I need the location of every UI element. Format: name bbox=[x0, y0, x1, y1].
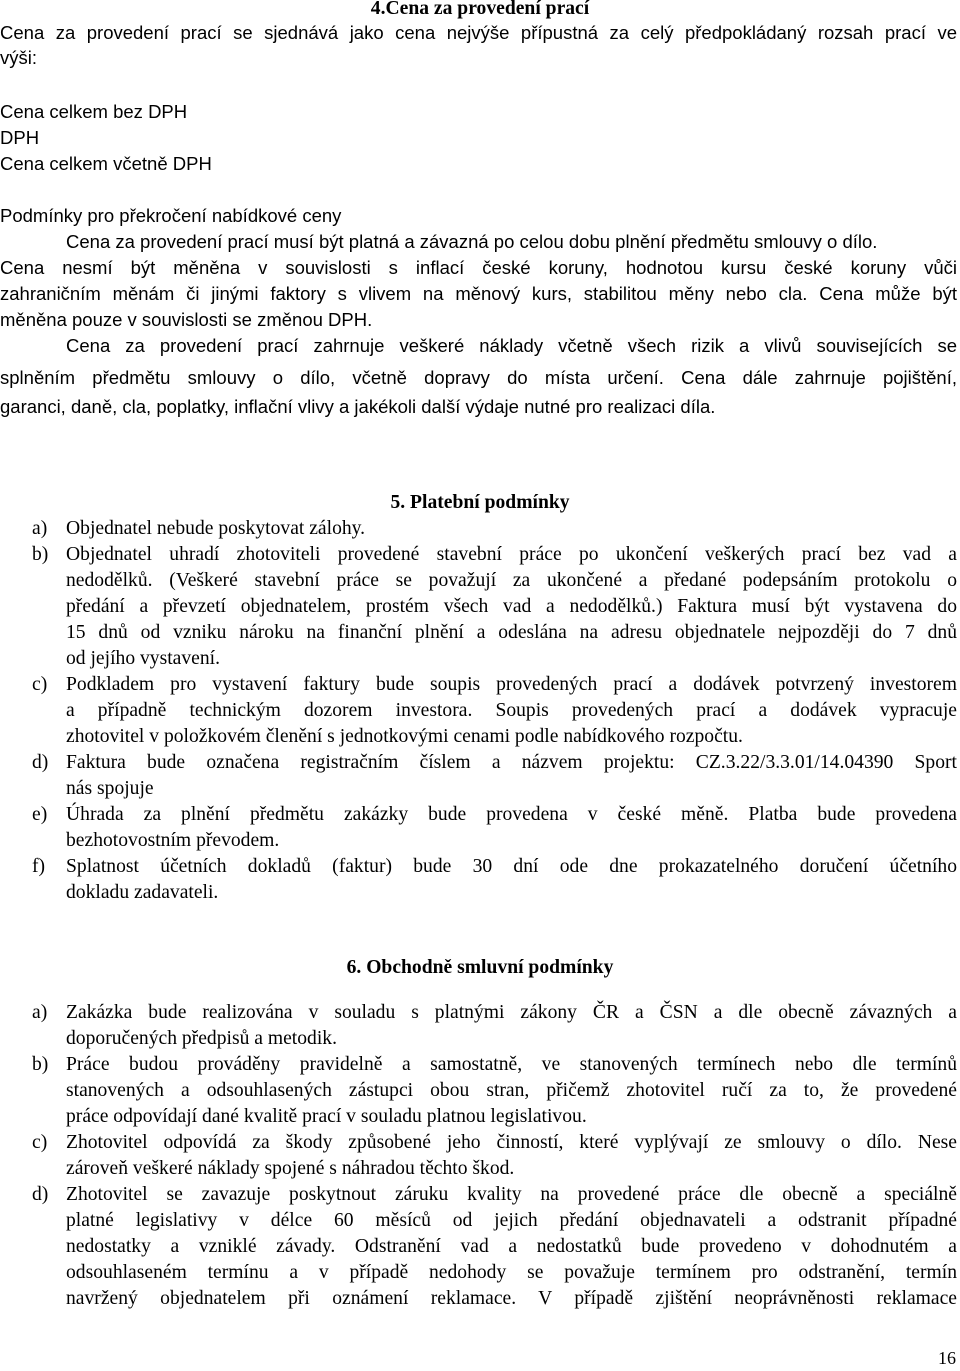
price-total-with-vat: Cena celkem včetně DPH bbox=[0, 153, 212, 174]
list-letter: f) bbox=[32, 856, 46, 877]
list-letter: a) bbox=[32, 518, 48, 539]
list-item-line: předání a převzetí objednatelem, prostém všech vad a nedodělků.) Faktura musí být vystavena do bbox=[66, 596, 957, 617]
paragraph-line: splněním předmětu smlouvy o dílo, včetně dopravy do místa určení. Cena dále zahrnuje pojištění, bbox=[0, 367, 957, 388]
list-letter: a) bbox=[32, 1002, 48, 1023]
price-total-without-vat: Cena celkem bez DPH bbox=[0, 101, 188, 122]
list-item-line: Objednatel nebude poskytovat zálohy. bbox=[66, 518, 366, 539]
list-item-line: stanovených a odsouhlasených zástupci obou stran, přičemž zhotovitel ručí za to, že provedené bbox=[66, 1080, 957, 1101]
list-item-line: Zhotovitel se zavazuje poskytnout záruku kvality na provedené práce dle obecně a speciálně bbox=[66, 1184, 957, 1205]
section-4-heading: 4.Cena za provedení prací bbox=[370, 0, 590, 19]
paragraph-line: měněna pouze v souvislosti se změnou DPH. bbox=[0, 309, 373, 330]
paragraph-line: zahraničním měnám či jinými faktory s vlivem na měnový kurs, stabilitou měny nebo cla. Cena může být bbox=[0, 283, 957, 304]
list-item-line: nedodělků. (Veškeré stavební práce se považují za ukončené a předané podepsáním protokolu o bbox=[66, 570, 957, 591]
paragraph-line: Cena nesmí být měněna v souvislosti s inflací české koruny, hodnotou kursu české koruny vůči bbox=[0, 257, 957, 278]
list-item-line: Faktura bude označena registračním číslem a názvem projektu: CZ.3.22/3.3.01/14.04390 Sport bbox=[66, 752, 957, 773]
price-vat: DPH bbox=[0, 127, 40, 148]
list-item-line: Úhrada za plnění předmětu zakázky bude provedena v české měně. Platba bude provedena bbox=[66, 804, 957, 825]
conditions-title: Podmínky pro překročení nabídkové ceny bbox=[0, 205, 342, 226]
section-4-intro-line-1: Cena za provedení prací se sjednává jako cena nejvýše přípustná za celý předpokládaný rozsah prací ve bbox=[0, 22, 957, 43]
list-item-line: 15 dnů od vzniku nároku na finanční plnění a odeslána na adresu objednatele nejpozději do 7 dnů bbox=[66, 622, 957, 643]
list-item-line: Objednatel uhradí zhotoviteli provedené stavební práce po ukončení veškerých prací bez vad a bbox=[66, 544, 957, 565]
list-letter: d) bbox=[32, 752, 49, 773]
list-letter: e) bbox=[32, 804, 48, 825]
list-item-line: Podkladem pro vystavení faktury bude soupis provedených prací a dodávek potvrzený investorem bbox=[66, 674, 957, 695]
page-number: 16 bbox=[938, 1348, 956, 1368]
list-item-line: bezhotovostním převodem. bbox=[66, 830, 280, 851]
list-item-line: navržený objednatelem při oznámení reklamace. V případě zjištění neoprávněnosti reklamace bbox=[66, 1288, 957, 1309]
list-letter: d) bbox=[32, 1184, 49, 1205]
list-item-line: zároveň veškeré náklady spojené s náhradou těchto škod. bbox=[66, 1158, 515, 1179]
paragraph-line: Cena za provedení prací musí být platná a závazná po celou dobu plnění předmětu smlouvy o dílo. bbox=[66, 231, 878, 252]
list-item-line: od jejího vystavení. bbox=[66, 648, 221, 669]
list-item-line: práce odpovídají dané kvalitě prací v souladu platnou legislativou. bbox=[66, 1106, 587, 1127]
list-item-line: Zhotovitel odpovídá za škody způsobené jeho činností, které vyplývají ze smlouvy o dílo. Nese bbox=[66, 1132, 957, 1153]
list-item-line: nedostatky a vzniklé závady. Odstranění vad a nedostatků bude provedeno v dohodnutém a bbox=[66, 1236, 957, 1257]
list-item-line: platné legislativy v délce 60 měsíců od jejich předání objednavateli a odstranit případné bbox=[66, 1210, 957, 1231]
section-5-heading: 5. Platební podmínky bbox=[390, 492, 570, 513]
list-item-line: Splatnost účetních dokladů (faktur) bude 30 dní ode dne prokazatelného doručení účetního bbox=[66, 856, 957, 877]
list-letter: c) bbox=[32, 674, 48, 695]
list-letter: c) bbox=[32, 1132, 48, 1153]
list-item-line: nás spojuje bbox=[66, 778, 154, 799]
section-6-heading: 6. Obchodně smluvní podmínky bbox=[346, 957, 614, 978]
list-item-line: zhotovitel v položkovém členění s jednotkovými cenami podle nabídkového rozpočtu. bbox=[66, 726, 743, 747]
list-item-line: Práce budou prováděny pravidelně a samostatně, ve stanovených termínech nebo dle termínů bbox=[66, 1054, 957, 1075]
list-item-line: doporučených předpisů a metodik. bbox=[66, 1028, 337, 1049]
section-4-intro-line-2: výši: bbox=[0, 47, 37, 68]
list-item-line: Zakázka bude realizována v souladu s platnými zákony ČR a ČSN a dle obecně závazných a bbox=[66, 1002, 957, 1023]
list-letter: b) bbox=[32, 1054, 49, 1075]
paragraph-line: Cena za provedení prací zahrnuje veškeré náklady včetně všech rizik a vlivů souvisejících se bbox=[66, 335, 957, 356]
list-item-line: dokladu zadavateli. bbox=[66, 882, 219, 903]
list-item-line: odsouhlaseném termínu a v případě nedohody se považuje termínem pro odstranění, termín bbox=[66, 1262, 957, 1283]
paragraph-line: garanci, daně, cla, poplatky, inflační vlivy a jakékoli další výdaje nutné pro realizaci díla. bbox=[0, 396, 716, 417]
list-item-line: a případně technickým dozorem investora. Soupis provedených prací a dodávek vypracuje bbox=[66, 700, 957, 721]
list-letter: b) bbox=[32, 544, 49, 565]
